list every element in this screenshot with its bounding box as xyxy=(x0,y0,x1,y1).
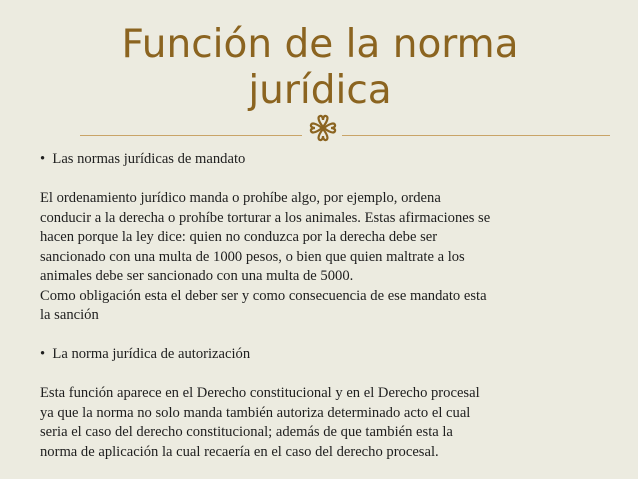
paragraph-line: norma de aplicación la cual recaería en el caso del derecho procesal. xyxy=(40,443,439,460)
cloverleaf-icon xyxy=(309,114,337,142)
paragraph-line: la sanción xyxy=(40,307,99,323)
bullet-marker: • xyxy=(40,346,46,362)
title-underline-left xyxy=(80,135,302,136)
paragraph-line: ya que la norma no solo manda también autoriza determinado acto el cual xyxy=(40,404,471,421)
paragraph-autorizacion xyxy=(40,384,600,462)
bullet-text: Las normas jurídicas de mandato xyxy=(52,151,246,167)
bullet-item-mandato xyxy=(40,150,600,170)
paragraph-line: seria el caso del derecho constitucional; además de que también esta la xyxy=(40,424,453,440)
slide-body xyxy=(40,150,600,462)
paragraph-line: animales debe ser sancionado con una multa de 5000. xyxy=(40,268,354,284)
paragraph-line: sancionado con una multa de 1000 pesos, o bien que quien maltrate a los xyxy=(40,248,465,265)
paragraph-line: conducir a la derecha o prohíbe torturar a los animales. Estas afirmaciones se xyxy=(40,209,491,226)
title-underline-right xyxy=(342,135,610,136)
paragraph-mandato xyxy=(40,189,600,326)
bullet-marker: • xyxy=(40,151,46,167)
bullet-text: La norma jurídica de autorización xyxy=(52,346,251,362)
slide-title: Función de la norma jurídica xyxy=(121,22,519,113)
bullet-item-autorizacion xyxy=(40,345,600,365)
paragraph-line: Como obligación esta el deber ser y como consecuencia de ese mandato esta xyxy=(40,287,487,304)
paragraph-line: El ordenamiento jurídico manda o prohíbe algo, por ejemplo, ordena xyxy=(40,190,441,206)
paragraph-line: hacen porque la ley dice: quien no conduzca por la derecha debe ser xyxy=(40,229,438,245)
paragraph-line: Esta función aparece en el Derecho constitucional y en el Derecho procesal xyxy=(40,385,480,401)
